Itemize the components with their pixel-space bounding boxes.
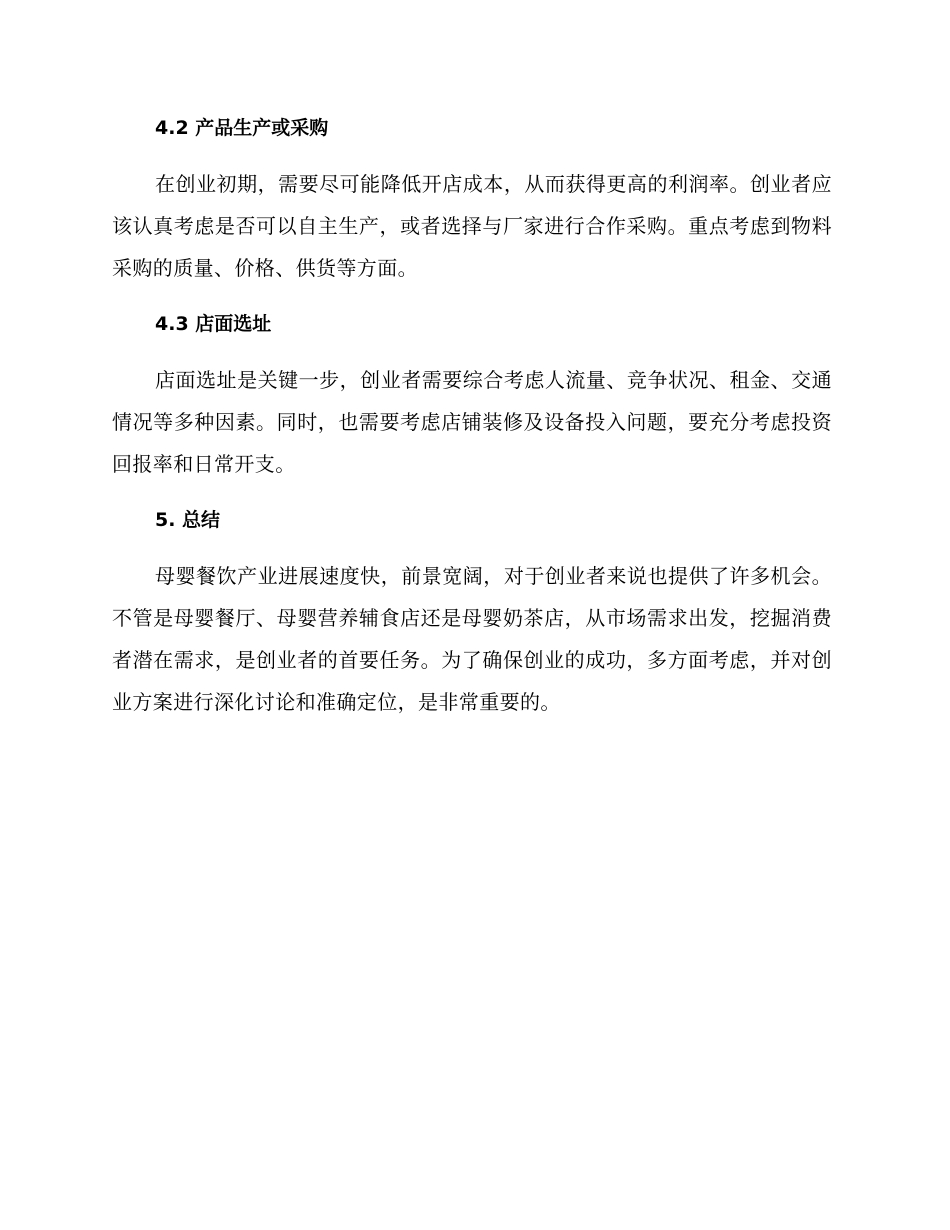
section-heading-5: 5. 总结 — [155, 509, 221, 531]
section-paragraph-5: 母婴餐饮产业进展速度快，前景宽阔，对于创业者来说也提供了许多机会。不管是母婴餐厅、母婴营养辅食店还是母婴奶茶店，从市场需求出发，挖掘消费者潜在需求，是创业者的首要任务。为了确保创业的成功，多方面考虑，并对创业方案进行深化讨论和准确定位，是非常重要的。 — [112, 564, 832, 714]
section-paragraph-4-2: 在创业初期，需要尽可能降低开店成本，从而获得更高的利润率。创业者应该认真考虑是否可以自主生产，或者选择与厂家进行合作采购。重点考虑到物料采购的质量、价格、供货等方面。 — [112, 172, 832, 280]
section-heading-4-2: 4.2 产品生产或采购 — [155, 117, 329, 139]
section-heading-4-3: 4.3 店面选址 — [155, 313, 272, 335]
document-body — [112, 110, 832, 740]
section-paragraph-4-3: 店面选址是关键一步，创业者需要综合考虑人流量、竞争状况、租金、交通情况等多种因素。同时，也需要考虑店铺装修及设备投入问题，要充分考虑投资回报率和日常开支。 — [112, 368, 832, 476]
